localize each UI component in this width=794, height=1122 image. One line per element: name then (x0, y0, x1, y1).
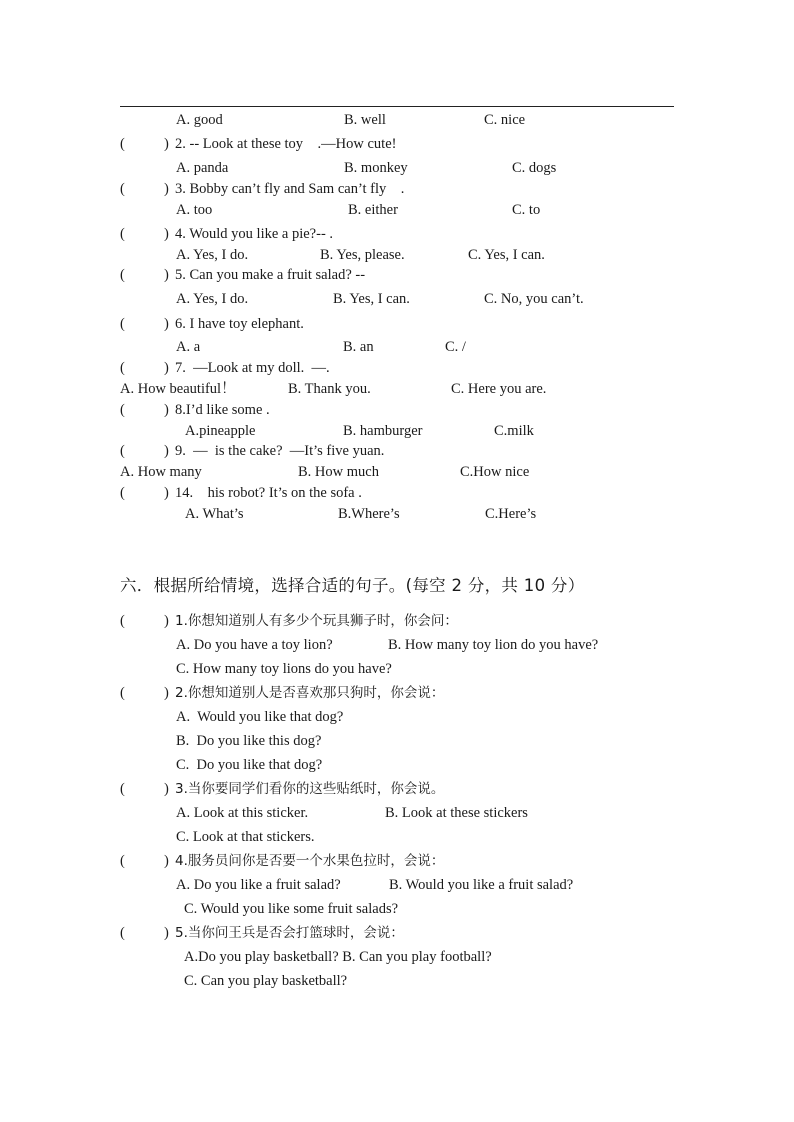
question-text: 2.你想知道别人是否喜欢那只狗时，你会说： (175, 685, 445, 701)
option-b: B. Yes, I can. (333, 291, 410, 307)
question-text: 8.I’d like some . (175, 402, 270, 418)
question-text: 7. —Look at my doll. —. (175, 360, 330, 376)
question-text: 3. Bobby can’t fly and Sam can’t fly . (175, 181, 405, 197)
option-c: C. dogs (512, 160, 557, 176)
answer-blank[interactable]: ( ) (120, 853, 169, 869)
option-b: B. either (348, 202, 398, 218)
answer-blank[interactable]: ( ) (120, 181, 169, 197)
option-c: C. No, you can’t. (484, 291, 584, 307)
option-a: A. Do you like a fruit salad? (176, 877, 341, 893)
option-c: C. Yes, I can. (468, 247, 545, 263)
question-text: 4. Would you like a pie?-- . (175, 226, 334, 242)
option-c: C. Do you like that dog? (176, 757, 323, 773)
answer-blank[interactable]: ( ) (120, 443, 169, 459)
answer-blank[interactable]: ( ) (120, 485, 169, 501)
option-b: B. Thank you. (288, 381, 371, 397)
top-rule (120, 106, 674, 107)
question-text: 2. -- Look at these toy .—How cute! (175, 136, 397, 152)
answer-blank[interactable]: ( ) (120, 136, 169, 152)
option-c: C. Can you play basketball? (184, 973, 348, 989)
option-a: A. What’s (185, 506, 244, 522)
option-a: A. good (176, 112, 223, 128)
option-b: B. well (344, 112, 386, 128)
option-b: B. Look at these stickers (385, 805, 528, 821)
option-b: B. Do you like this dog? (176, 733, 322, 749)
option-a-b: A.Do you play basketball? B. Can you play football? (184, 949, 492, 965)
answer-blank[interactable]: ( ) (120, 360, 169, 376)
answer-blank[interactable]: ( ) (120, 226, 169, 242)
option-b: B. Yes, please. (320, 247, 405, 263)
option-a: A. panda (176, 160, 229, 176)
question-text: 3.当你要同学们看你的这些贴纸时，你会说。 (175, 781, 445, 797)
question-text: 5. Can you make a fruit salad? -- (175, 267, 366, 283)
option-a: A. Look at this sticker. (176, 805, 309, 821)
answer-blank[interactable]: ( ) (120, 781, 169, 797)
option-a: A. a (176, 339, 201, 355)
option-c: C.How nice (460, 464, 530, 480)
option-a: A. Do you have a toy lion? (176, 637, 333, 653)
option-b: B. How many toy lion do you have? (388, 637, 599, 653)
question-text: 6. I have toy elephant. (175, 316, 304, 332)
option-b: B. How much (298, 464, 379, 480)
option-a: A. How many (120, 464, 202, 480)
answer-blank[interactable]: ( ) (120, 925, 169, 941)
answer-blank[interactable]: ( ) (120, 316, 169, 332)
option-b: B. hamburger (343, 423, 423, 439)
option-c: C. to (512, 202, 541, 218)
answer-blank[interactable]: ( ) (120, 267, 169, 283)
question-text: 14. his robot? It’s on the sofa . (175, 485, 362, 501)
option-a: A. Yes, I do. (176, 291, 249, 307)
option-b: B. an (343, 339, 374, 355)
option-a: A. How beautiful！ (120, 381, 236, 397)
question-text: 4.服务员问你是否要一个水果色拉时，会说： (175, 853, 445, 869)
answer-blank[interactable]: ( ) (120, 613, 169, 629)
option-c: C. Look at that stickers. (176, 829, 315, 845)
option-b: B. monkey (344, 160, 408, 176)
option-b: B. Would you like a fruit salad? (389, 877, 574, 893)
option-c: C.milk (494, 423, 534, 439)
option-c: C. Would you like some fruit salads? (184, 901, 399, 917)
question-text: 1.你想知道别人有多少个玩具狮子时，你会问： (175, 613, 458, 629)
option-a: A.pineapple (185, 423, 256, 439)
question-text: 9. — is the cake? —It’s five yuan. (175, 443, 385, 459)
answer-blank[interactable]: ( ) (120, 402, 169, 418)
answer-blank[interactable]: ( ) (120, 685, 169, 701)
option-c: C. / (445, 339, 466, 355)
option-a: A. Would you like that dog? (176, 709, 344, 725)
option-c: C. nice (484, 112, 526, 128)
option-c: C. How many toy lions do you have? (176, 661, 392, 677)
option-c: C.Here’s (485, 506, 537, 522)
option-c: C. Here you are. (451, 381, 547, 397)
option-a: A. too (176, 202, 213, 218)
question-text: 5.当你问王兵是否会打篮球时，会说： (175, 925, 404, 941)
option-a: A. Yes, I do. (176, 247, 249, 263)
section-heading: 六．根据所给情境，选择合适的句子。(每空 2 分，共 10 分） (120, 576, 585, 595)
option-b: B.Where’s (338, 506, 400, 522)
